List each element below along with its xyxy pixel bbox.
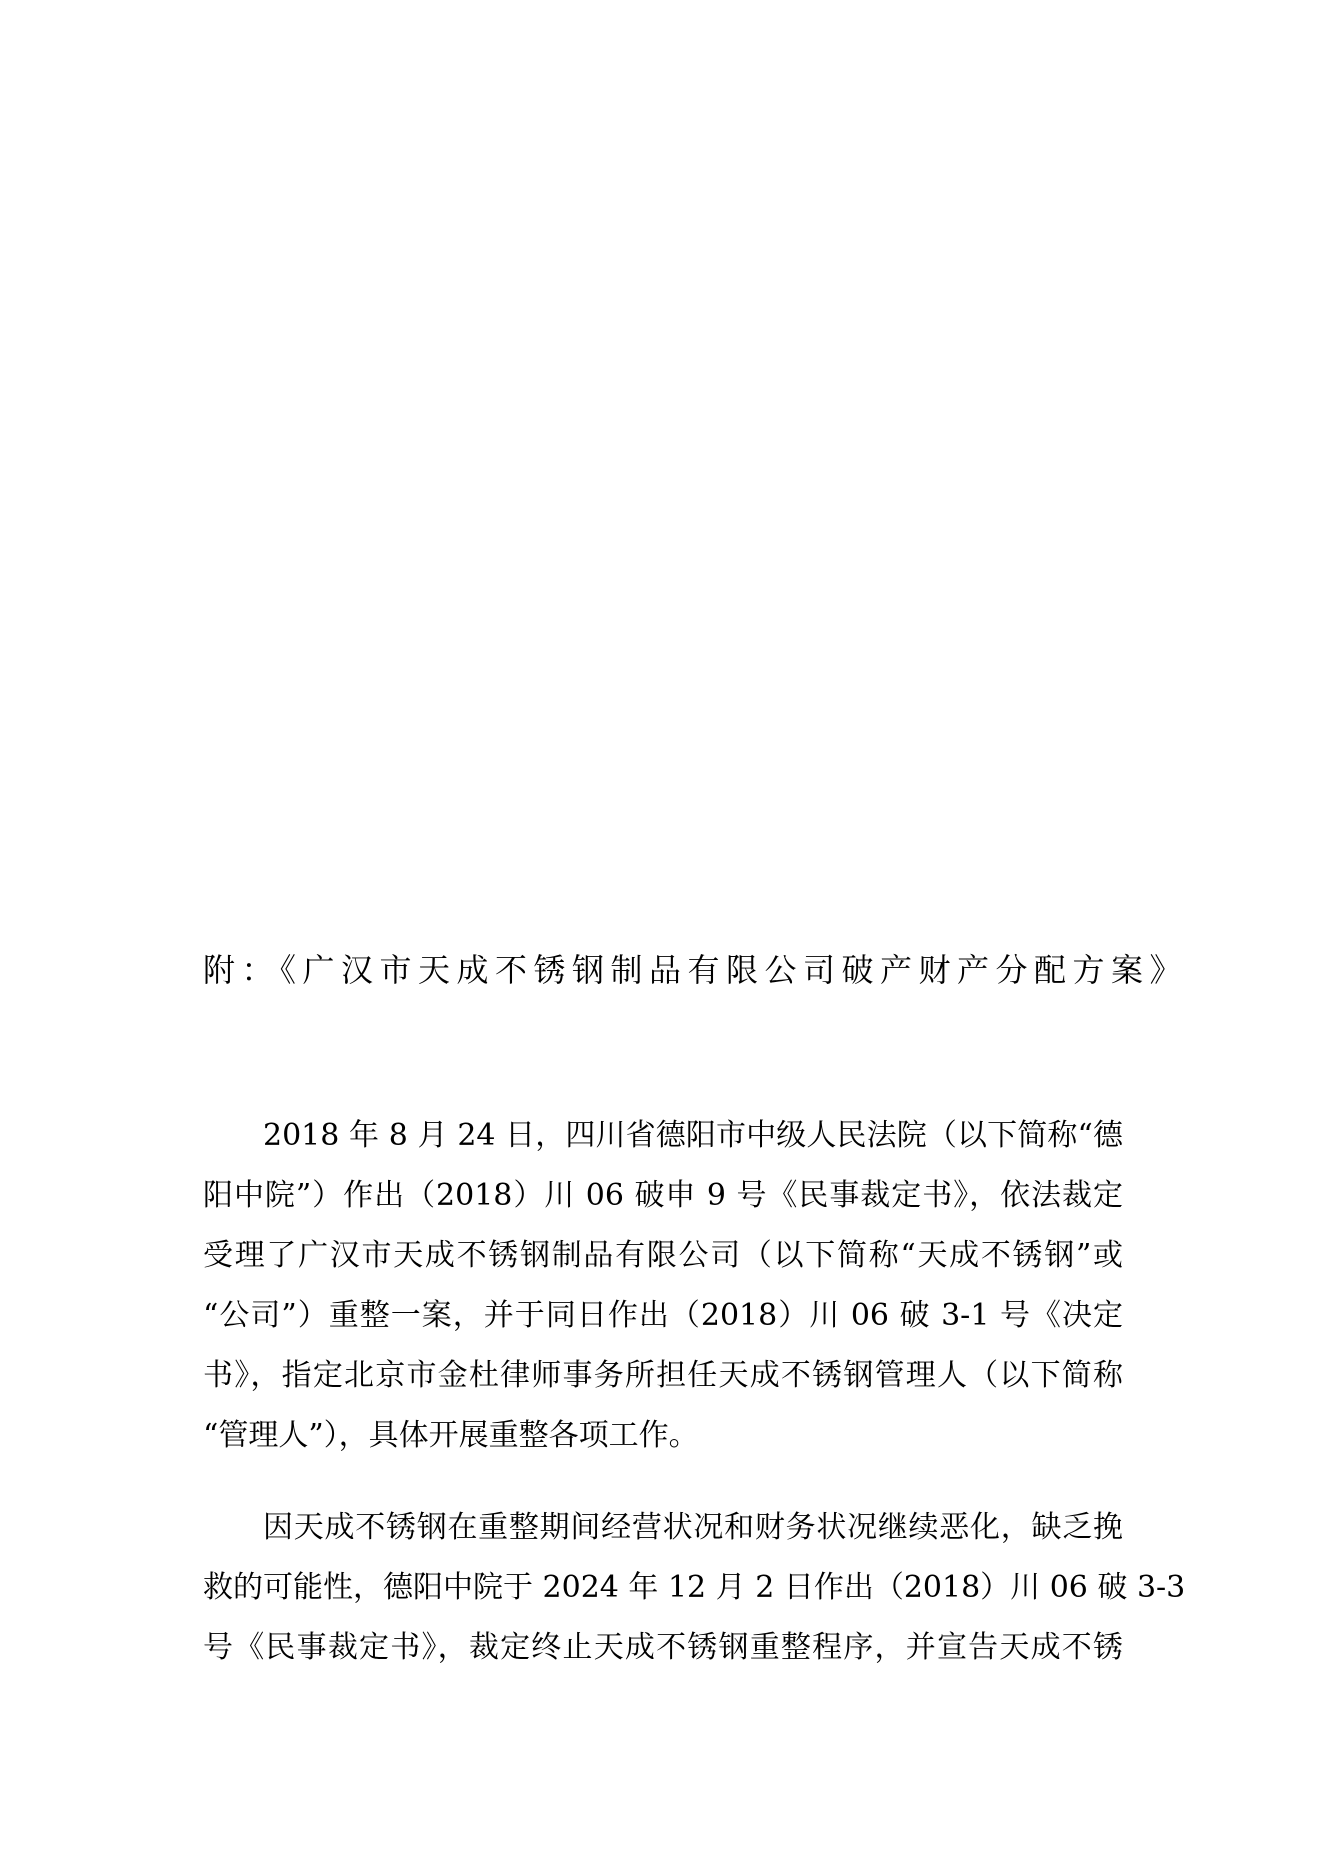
text-line: 因天成不锈钢在重整期间经营状况和财务状况继续恶化，缺乏挽 bbox=[263, 1510, 1123, 1545]
text-line: 阳中院”）作出（2018）川 06 破申 9 号《民事裁定书》，依法裁定 bbox=[203, 1178, 1123, 1213]
paragraph-bankruptcy-declaration bbox=[203, 1498, 1186, 1678]
text-line: 受理了广汉市天成不锈钢制品有限公司（以下简称“天成不锈钢”或 bbox=[203, 1238, 1123, 1273]
text-line: 救的可能性，德阳中院于 2024 年 12 月 2 日作出（2018）川 06 破 3-3 bbox=[203, 1570, 1186, 1605]
appendix-title: 附：《广汉市天成不锈钢制品有限公司破产财产分配方案》 bbox=[203, 951, 1189, 989]
text-line: 2018 年 8 月 24 日，四川省德阳市中级人民法院（以下简称“德 bbox=[263, 1118, 1123, 1153]
paragraph-court-acceptance bbox=[203, 1106, 1123, 1466]
text-line: “公司”）重整一案，并于同日作出（2018）川 06 破 3-1 号《决定 bbox=[203, 1298, 1123, 1333]
text-line: 书》，指定北京市金杜律师事务所担任天成不锈钢管理人（以下简称 bbox=[203, 1358, 1123, 1393]
text-line: 号《民事裁定书》，裁定终止天成不锈钢重整程序，并宣告天成不锈 bbox=[203, 1630, 1123, 1665]
text-line: “管理人”），具体开展重整各项工作。 bbox=[203, 1418, 699, 1453]
